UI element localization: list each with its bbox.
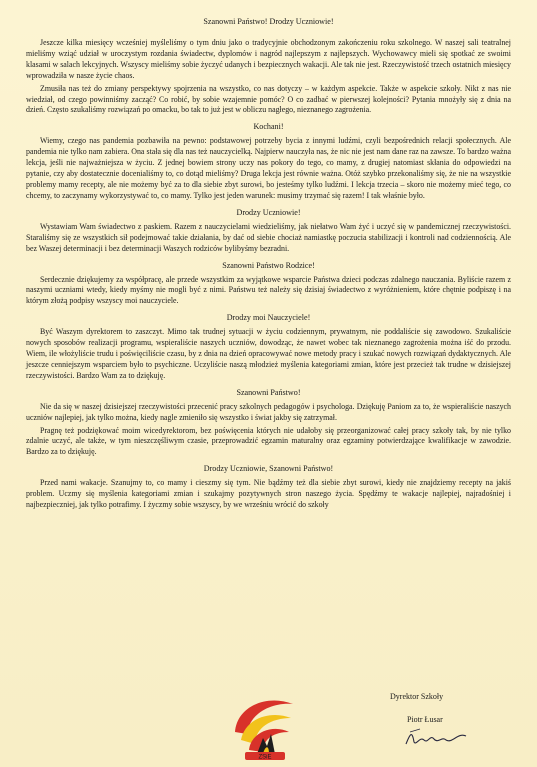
section-heading-uczniowie: Drodzy Uczniowie! [236, 207, 301, 217]
svg-text:ZSiE: ZSiE [258, 754, 272, 761]
section-kochani-paragraph: Wiemy, czego nas pandemia pozbawiła na pewno: podstawowej potrzeby bycia z innymi ludźmi, czyli bezpośrednich relacji społecznych. Ale pandemia nie tylko nam zabiera. Ona stała się dla nas też nauczycielką. Najpierw nauczyła nas, że nic nie jest nam dane raz na zawsze. To bardzo ważna lekcja, jeśli nie najważniejsza w życiu. Z jednej bowiem strony uczy nas pokory do tego, co mamy, z drugiej natomiast skłania do odpowiedzi na pytanie, czy aby dostatecznie docenialiśmy to, co dotąd mieliśmy? Druga lekcja jest równie ważna. Otóż szybko przekonaliśmy się, że nie na wszystkie problemy mamy recepty, ale nie możemy być za to dla siebie zbyt surowi, bo jesteśmy tylko ludźmi. I lekcja trzecia – skoro nie możemy mieć tego, co chcemy, to zaczynamy wykorzystywać to, co mamy. Tylko jest jeden warunek: musimy trzymać się razem! I tak właśnie było. [26, 136, 511, 200]
section-rodzice-paragraph: Serdecznie dziękujemy za współpracę, ale przede wszystkim za wyjątkowe wsparcie Państwa dzieci podczas zdalnego nauczania. Byliście razem z naszymi uczniami wtedy, kiedy myśmy nie mogli być z nimi. Państwu też należy się dzisiaj świadectwo z wyróżnieniem, które chętnie podpiszę i na którym złożą podpisy wszyscy moi nauczyciele. [26, 274, 511, 306]
section-uczniowie-paragraph: Wystawiam Wam świadectwo z paskiem. Razem z nauczycielami wiedzieliśmy, jak niełatwo Wam żyć i uczyć się w pandemicznej rzeczywistości. Staraliśmy się ze wszystkich sił podejmować takie działania, by dać od siebie chociaż namiastkę poczucia stabilizacji i kontroli nad codziennością. Ale bez Waszej determinacji i bez determinacji Waszych rodziców bylibyśmy bezradni. [26, 221, 511, 253]
section-panstwo-paragraph-2: Pragnę też podziękować moim wicedyrektorom, bez poświęcenia których nie udałoby się przeorganizować całej pracy szkoły tak, by nie tylko zdalnie uczyć, ale także, w tym nieszczęśliwym czasie, przeprowadzić egzamin maturalny oraz egzaminy potwierdzające kwalifikacje w zawodzie. Bardzo za to dziękuję. [26, 425, 511, 457]
handwritten-signature [400, 724, 470, 750]
letter-heading: Szanowni Państwo! Drodzy Uczniowie! [203, 17, 334, 26]
school-logo-icon [227, 688, 303, 764]
section-nauczyciele-paragraph: Być Waszym dyrektorem to zaszczyt. Mimo tak trudnej sytuacji w życiu codziennym, prywatnym, nie poddaliście się zawodowo. Szukaliście nowych sposobów realizacji programu, wspieraliście naszych uczniów, dowodząc, że nawet wobec tak nieznanego zagrożenia można iść do przodu. Wiem, ile włożyliście trudu i poświęciliście czasu, by z dnia na dzień opracowywać nowe metody pracy i szukać nowych rozwiązań dydaktycznych. Ale jeszcze cenniejszym wsparciem było to psychiczne. Uczyliście naszą młodzież myślenia kategoriami zmian, które jest przecież tak trudne w dzisiejszej rzeczywistości. Bardzo Wam za to dziękuję. [26, 327, 511, 380]
letter-footer [0, 682, 537, 767]
section-panstwo-paragraph-1: Nie da się w naszej dzisiejszej rzeczywistości przecenić pracy szkolnych pedagogów i psychologa. Dziękuję Paniom za to, że wspieraliście naszych uczniów najlepiej, jak tylko można, kiedy nagle zmieniło się wszystko i świat jakby się zatrzymał. [26, 401, 511, 422]
section-heading-panstwo: Szanowni Państwo! [236, 387, 301, 397]
intro-paragraph-1: Jeszcze kilka miesięcy wcześniej myśleliśmy o tym dniu jako o tradycyjnie obchodzonym zakończeniu roku szkolnego. W naszej sali teatralnej mieliśmy wziąć udział w uroczystym rozdania świadectw, dyplomów i nagród najlepszym z najlepszych. Wychowawcy mieli się spotkać ze swoimi klasami w salach lekcyjnych. Wszyscy mieliśmy sobie życzyć udanych i bezpiecznych wakacji. Ale tak nie jest. Rzeczywistość trzech ostatnich miesięcy wprowadziła w nasze życie chaos. [26, 38, 511, 80]
section-heading-final: Drodzy Uczniowie, Szanowni Państwo! [203, 464, 334, 474]
signatory-title: Dyrektor Szkoły [390, 692, 444, 701]
signatory-name: Piotr Łusar [407, 715, 443, 724]
intro-paragraph-2: Zmusiła nas też do zmiany perspektywy spojrzenia na wszystko, co nas dotyczy – w każdym aspekcie. Także w aspekcie szkoły. Nikt z nas nie wiedział, od czego powinniśmy zacząć? Co robić, by sobie wzajemnie pomóc? O co zadbać w pierwszej kolejności? Pytania mnożyły się z dnia na dzień. Często szukaliśmy rozwiązań po omacku, bo tak to już jest w obliczu nagłego, nieznanego zagrożenia. [26, 83, 511, 115]
section-heading-rodzice: Szanowni Państwo Rodzice! [222, 260, 315, 270]
section-heading-nauczyciele: Drodzy moi Nauczyciele! [226, 313, 311, 323]
section-final-paragraph: Przed nami wakacje. Szanujmy to, co mamy i cieszmy się tym. Nie bądźmy też dla siebie zbyt surowi, kiedy nie znajdziemy recepty na jakiś problem. Uczmy się myślenia kategoriami zmian i szukajmy pozytywnych stron naszego życia. Spędźmy te wakacje najlepiej, najradośniej i najbezpieczniej, jak tylko potrafimy. I życzmy sobie wszyscy, by we wrześniu wrócić do szkoły [26, 478, 511, 510]
section-heading-kochani: Kochani! [253, 122, 284, 132]
